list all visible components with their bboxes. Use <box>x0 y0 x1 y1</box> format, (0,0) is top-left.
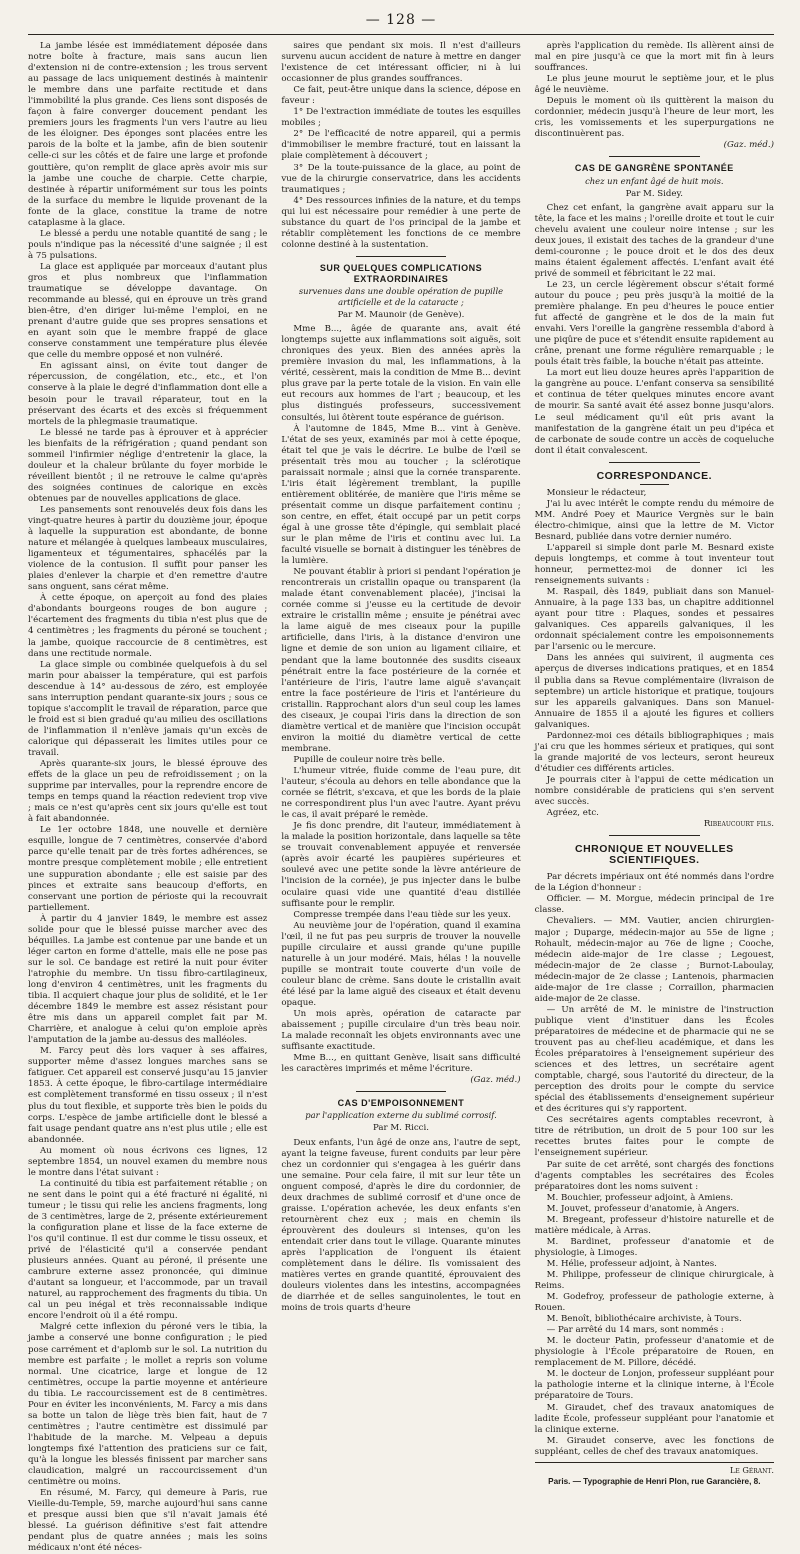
paragraph: Deux enfants, l'un âgé de onze ans, l'autre de sept, ayant la teigne faveuse, furent conduits par leur père chez un cordonnier qui s'engagea à les guérir dans une semaine. Pour cela faire, il mit sur leur tête un onguent composé, d'après le dire du cordonnier, de deux drachmes de sublimé corrosif et d'une once de graisse. L'opération achevée, les deux enfants s'en retournèrent chez eux ; mais en chemin ils éprouvèrent des douleurs si intenses, qu'on les entendait crier dans tout le village. Quarante minutes après l'application de l'onguent ils étaient complètement dans le délire. Ils vomissaient des matières vertes en grande quantité, éprouvaient des douleurs violentes dans les intestins, accompagnées de diarrhée et de selles sanguinolentes, le tout en moins de trois quarts d'heure <box>281 1137 521 1314</box>
paragraph: En agissant ainsi, on évite tout danger de répercussion, de congélation, etc., etc., et l'on conserve à la plaie le degré d'inflammation dont elle a besoin pour le travail réparateur, tout en la préservant des écarts et des excès si fréquemment mortels de la phlegmasie traumatique. <box>28 361 268 427</box>
paragraph: M. Bardinet, professeur d'anatomie et de physiologie, à Limoges. <box>534 1236 774 1258</box>
paragraph: M. Giraudet, chef des travaux anatomiques de ladite École, professeur suppléant pour l'anatomie et la clinique externe. <box>534 1402 774 1435</box>
article-author: Par M. Maunoir (de Genève). <box>337 310 465 321</box>
paragraph: 2° De l'efficacité de notre appareil, qui a permis d'immobiliser le membre fracturé, tout en laissant la plaie complètement à découvert ; <box>281 129 521 162</box>
paragraph: Le blessé ne tarde pas à éprouver et à apprécier les bienfaits de la réfrigération ; quand pendant son sommeil l'infirmier néglige d'entretenir la glace, la douleur et la chaleur brûlante du foyer morbide le réveillent bientôt ; il ne retrouve le calme qu'après des soignées continues de calorique en excès obtenues par de nouvelles applications de glace. <box>28 427 268 504</box>
case-body <box>281 1138 520 1315</box>
correspondence-title: CORRESPONDANCE. <box>596 469 713 482</box>
paragraph: La mort eut lieu douze heures après l'apparition de la gangrène au pouce. L'enfant conserva sa sensibilité et continua de téter quelques minutes encore avant de mourir. Sa santé avait été assez bonne jusqu'alors. Le seul médicament qu'il eût pris avant la manifestation de la gangrène était un peu d'ipéca et de carbonate de soude contre un accès de coqueluche dont il était convalescent. <box>534 368 774 456</box>
chronicle-body <box>535 872 774 1457</box>
column-1 <box>28 41 268 1554</box>
paragraph: Mme B..., en quittant Genève, lisait sans difficulté les caractères imprimés et même l'écriture. <box>281 1053 521 1075</box>
paragraph: Par décrets impériaux ont été nommés dans l'ordre de la Légion d'honneur : <box>534 872 774 894</box>
paragraph: Au moment où nous écrivons ces lignes, 12 septembre 1854, un nouvel examen du membre nous le montre dans l'état suivant : <box>28 1145 268 1178</box>
paragraph: 4° Des ressources infinies de la nature, et du temps qui lui est nécessaire pour remédier à une perte de substance du quart de l'os principal de la jambe et rétablir complètement les fonctions de ce membre colonne destiné à la sustentation. <box>281 195 521 250</box>
case-title: CAS D'EMPOISONNEMENT <box>337 1098 465 1109</box>
paragraph: M. le docteur de Lonjon, professeur suppléant pour la pathologie interne et la clinique interne, à l'École préparatoire de Tours. <box>534 1369 774 1402</box>
paragraph: Compresse trempée dans l'eau tiède sur les yeux. <box>293 909 511 920</box>
paragraph: Officier. — M. Morgue, médecin principal de 1re classe. <box>534 894 774 916</box>
paragraph: M. Godefroy, professeur de pathologie externe, à Rouen. <box>534 1292 774 1314</box>
paragraph: 1° De l'extraction immédiate de toutes les esquilles mobiles ; <box>281 107 521 129</box>
paragraph: M. Bouchier, professeur adjoint, à Amiens. <box>546 1192 734 1203</box>
paragraph: Au neuvième jour de l'opération, quand il examina l'œil, il ne fut pas peu surpris de trouver la nouvelle pupille circulaire et aussi grande qu'une pupille naturelle à un jour modéré. Mais, hélas ! la nouvelle pupille se montrait toute couverte d'un voile de couleur blanc de crème. Sans doute le cristallin avait été lésé par la lame aiguë des ciseaux et était devenu opaque. <box>281 920 521 1008</box>
gangrene-title: CAS DE GANGRÈNE SPONTANÉE <box>574 163 734 174</box>
paragraph: L'humeur vitrée, fluide comme de l'eau pure, dit l'auteur, s'écoula au dehors en telle abondance que la cornée se flétrit, s'excava, et que les bords de la plaie ne correspondirent plus l'un avec l'autre. Ayant prévu le cas, il avait préparé le remède. <box>281 766 521 821</box>
paragraph: M. Benoît, bibliothécaire archiviste, à Tours. <box>546 1314 742 1325</box>
paragraph: Le plus jeune mourut le septième jour, et le plus âgé le neuvième. <box>534 74 774 96</box>
separator-rule <box>609 835 700 836</box>
paragraph: À cette époque, on aperçoit au fond des plaies d'abondants bourgeons rouges de bon augure ; l'écartement des fragments du tibia n'est plus que de 4 centimètres ; les fragments du péroné se touchent ; la jambe, quoique raccourcie de 8 centimètres, est dans une rectitude normale. <box>28 593 268 659</box>
paragraph: La continuité du tibia est parfaitement rétablie ; on ne sent dans le point qui a été fracturé ni égalité, ni tumeur ; le tissu qui relie les anciens fragments, long de 3 centimètres, large de 2, présente extérieurement la configuration plane et lisse de la face externe de l'os qu'il continue. Il est dur comme le tissu osseux, et privé de l'élasticité qu'il a conservée pendant plusieurs années. Quant au péroné, il présente une cambrure externe assez prononcée, qui diminue d'autant sa longueur, et l'accommode, par un travail naturel, au rapprochement des fragments du tibia. Un cal un peu inégal et très reconnaissable indique encore l'endroit où il a été rompu. <box>28 1178 268 1322</box>
article-source: (Gaz. méd.) <box>470 1075 521 1086</box>
paragraph: M. Philippe, professeur de clinique chirurgicale, à Reims. <box>534 1269 774 1292</box>
paragraph: Le blessé a perdu une notable quantité de sang ; le pouls n'indique pas la nécessité d'une saignée ; il est à 75 pulsations. <box>28 228 268 261</box>
paragraph: La glace est appliquée par morceaux d'autant plus gros et plus nombreux que l'inflammation traumatique se développe davantage. On recommande au blessé, qui en éprouve un très grand bien-être, d'en diriger lui-même l'emploi, en ne prenant d'autre guide que ses propres sensations et en ayant soin que le membre frappé de glace conserve constamment une température plus élevée que celle du membre opposé et non vulnéré. <box>28 261 268 361</box>
separator-rule <box>356 1091 447 1092</box>
paragraph: Après quarante-six jours, le blessé éprouve des effets de la glace un peu de refroidissement ; on la supprime par intervalles, pour la reprendre encore de temps en temps quand la réaction redevient trop vive ; mais ce n'est qu'après cent six jours qu'elle est tout à fait abandonnée. <box>28 759 268 825</box>
case-subtitle: par l'application externe du sublimé corrosif. <box>305 1110 497 1121</box>
fracture-article-end <box>281 41 520 251</box>
paragraph: En résumé, M. Farcy, qui demeure à Paris, rue Vieille-du-Temple, 59, marche aujourd'hui sans canne et presque aussi bien que s'il n'avait jamais été blessé. La guérison définitive s'est fait attendre pendant plus de quatre années ; mais les soins médicaux n'ont été néces- <box>28 1488 268 1554</box>
footer-printer: Paris. — Typographie de Henri Plon, rue Garancière, 8. <box>548 1476 761 1486</box>
gangrene-subtitle: chez un enfant âgé de huit mois. <box>585 175 724 186</box>
gangrene-body <box>535 203 774 457</box>
paragraph: J'ai lu avec intérêt le compte rendu du mémoire de MM. André Poey et Maurice Vergnès sur le bain électro-chimique, ainsi que la lettre de M. Victor Besnard, publiée dans votre dernier numéro. <box>534 498 774 542</box>
paragraph: après l'application du remède. Ils allèrent ainsi de mal en pire jusqu'à ce que la mort mit fin à leurs souffrances. <box>534 41 774 74</box>
paragraph: M. Bregeant, professeur d'histoire naturelle et de matière médicale, à Arras. <box>534 1214 774 1236</box>
paragraph: Depuis le moment où ils quittèrent la maison du cordonnier, médecin jusqu'à l'heure de leur mort, les cris, les vomissements et les superpurgations ne discontinuèrent pas. <box>534 96 774 140</box>
page-number: — 128 — <box>365 12 437 28</box>
paragraph: Pupille de couleur noire très belle. <box>293 754 445 765</box>
page-footer <box>535 1462 774 1487</box>
paragraph: À partir du 4 janvier 1849, le membre est assez solide pour que le blessé puisse marcher avec des béquilles. La jambe est contenue par une bande et un léger carton en forme d'attelle, mais elle ne pose pas sur le sol. Ce bandage est retiré la nuit pour éviter l'atrophie du membre. Un tissu fibro-cartilagineux, long d'environ 4 centimètres, unit les fragments du tibia. Il acquiert chaque jour plus de solidité, et le 1er décembre 1849 le membre est assez résistant pour être mis dans un appareil complet fait par M. Charrière, et analogue à celui qu'on emploie après l'amputation de la jambe au-dessus des malléoles. <box>28 913 268 1046</box>
article-title: SUR QUELQUES COMPLICATIONS EXTRAORDINAIRES <box>319 262 483 284</box>
paragraph: Le 1er octobre 1848, une nouvelle et dernière esquille, longue de 7 centimètres, conservée d'abord parce qu'elle tenait par de très fortes adhérences, se montre presque complètement mobile ; elle entretient une suppuration abondante ; elle est saisie par des pinces et extraite sans beaucoup d'efforts, en conservant une portion de périoste qui la recouvrait partiellement. <box>28 825 268 913</box>
paragraph: Je fis donc prendre, dit l'auteur, immédiatement à la malade la position horizontale, dans laquelle sa tête se trouvait convenablement appuyée et renversée (après avoir écarté les paupières supérieures et soulevé avec une petite sonde la lèvre antérieure de l'incision de la cornée), je pus injecter dans le bulbe oculaire quasi vide une quantité d'eau distillée suffisante pour le remplir. <box>281 821 521 909</box>
separator-rule <box>609 462 700 463</box>
separator-rule <box>356 256 447 257</box>
paragraph: Pardonnez-moi ces détails bibliographiques ; mais j'ai cru que les hommes sérieux et pratiques, qui sont la grande majorité de vos lecteurs, seront heureux d'étudier ces différents articles. <box>534 730 774 774</box>
paragraph: Les pansements sont renouvelés deux fois dans les vingt-quatre heures à partir du douzième jour, époque à laquelle la suppuration est abondante, de bonne nature et mélangée à quelques lambeaux musculaires, ligamenteux et tégumentaires, sphacélés par la violence de la contusion. Il suffit pour panser les plaies d'enlever la charpie et d'en remettre d'autre sans onguent, sans cérat même. <box>28 504 268 593</box>
separator-rule <box>640 484 669 485</box>
article-subtitle: survenues dans une double opération de pupille artificielle et de la cataracte ; <box>298 285 504 308</box>
paragraph: Malgré cette inflexion du péroné vers le tibia, la jambe a conservé une bonne configuration ; le pied pose carrément et d'aplomb sur le sol. La nutrition du membre est parfaite ; le mollet a repris son volume normal. Une cicatrice, large et longue de 12 centimètres, occupe la partie moyenne et antérieure du tibia. Le raccourcissement est de 8 centimètres. Pour en éviter les inconvénients, M. Farcy a mis dans sa botte un talon de liège très bien fait, haut de 7 centimètres ; l'autre centimètre est dissimulé par l'habitude de la marche. M. Velpeau a depuis longtemps fixé l'attention des praticiens sur ce fait, qu'à la longue les blessés finissent par marcher sans claudication, malgré un raccourcissement d'un centimètre ou moins. <box>28 1322 268 1488</box>
columns <box>28 41 774 1554</box>
paragraph: M. Raspail, dès 1849, publiait dans son Manuel-Annuaire, à la page 133 bas, un chapitre additionnel ayant pour titre : Plaques, sondes et pessaires galvaniques. Ces appareils galvaniques, il les ordonnait spécialement contre les empoisonnements par l'arsenic ou le mercure. <box>534 587 774 653</box>
paragraph: — Par arrêté du 14 mars, sont nommés : <box>546 1325 724 1336</box>
correspondence-signature: Ribeaucourt fils. <box>703 819 774 830</box>
chronicle-title: CHRONIQUE ET NOUVELLES SCIENTIFIQUES. <box>575 843 734 867</box>
paragraph: Monsieur le rédacteur, <box>546 487 647 498</box>
separator-rule <box>609 156 700 157</box>
paragraph: L'appareil si simple dont parle M. Besnard existe depuis longtemps, et comme à tout inventeur tout honneur, permettez-moi de donner ici les renseignements suivants : <box>534 542 774 587</box>
case-source-line <box>535 140 774 151</box>
paragraph: Chevaliers. — MM. Vautier, ancien chirurgien-major ; Duparge, médecin-major au 55e de ligne ; Rohault, médecin-major au 76e de ligne ; Cooche, médecin aide-major de 1re classe ; Legouest, médecin-major de 2e classe ; Burnot-Laboulay, médecin-major de 2e classe ; Lantenois, pharmacien aide-major de 1re classe ; Corraillon, pharmacien aide-major de 2e classe. <box>534 916 774 1004</box>
paragraph: M. Jouvet, professeur d'anatomie, à Angers. <box>546 1203 740 1214</box>
paragraph: Par suite de cet arrêté, sont chargés des fonctions d'agents comptables les secrétaires des Écoles préparatoires dont les noms suivent : <box>534 1159 774 1192</box>
paragraph: La jambe lésée est immédiatement déposée dans notre boîte à fracture, mais sans aucun lien d'extension ni de contre-extension ; les trous servent au passage de lacs uniquement destinés à maintenir le membre dans une parfaite rectitude et dans l'immobilité la plus grande. Ces liens sont disposés de façon à faire converger doucement pendant les premiers jours les fragments l'un vers l'autre au lieu de les éloigner. Des éponges sont placées entre les parois de la boîte et la jambe, afin de bien soutenir celle-ci sur les côtés et de faire une large et profonde gouttière, qu'on remplit de glace après avoir mis sur la jambe une couche de charpie. Cette charpie, destinée à répartir uniformément sur tous les points de la surface du membre le liquide provenant de la fonte de la glace, constitue la trame de notre cataplasme à la glace. <box>28 41 268 228</box>
page-header <box>28 8 774 35</box>
paragraph: Mme B..., âgée de quarante ans, avait été longtemps sujette aux inflammations soit aiguës, soit chroniques des yeux. Bien des années après la première invasion du mal, les inflammations, à la vérité, cessèrent, mais la condition de Mme B... devint plus grave par la perte totale de la vision. En vain elle eut recours aux hommes de l'art ; beaucoup, et les plus distingués professeurs, successivement consultés, lui ôtèrent toute espérance de guérison. <box>281 324 521 423</box>
paragraph: Je pourrais citer à l'appui de cette médication un nombre considérable de praticiens qui s'en servent avec succès. <box>534 774 774 808</box>
paragraph: Ne pouvant établir à priori si pendant l'opération je rencontrerais un cristallin opaque ou transparent (la malade étant convenablement placée), j'incisai la cornée comme si j'eusse eu la certitude de devoir extraire le cristallin même ; ensuite je pénétrai avec la lame aiguë de mes ciseaux pour la pupille artificielle, dans l'iris, à la distance d'environ une ligne et demie de son union au ligament ciliaire, et pendant que la lame boutonnée des susdits ciseaux pénétrait entre la face postérieure de la cornée et l'antérieure de l'iris, l'autre lame aiguë s'avançait entre la face postérieure de l'iris et l'antérieure du cristallin. Rapprochant alors d'un seul coup les lames des ciseaux, je coupai l'iris dans la direction de son diamètre vertical et de manière que l'incision occupât environ la moitié du diamètre vertical de cette membrane. <box>281 567 521 754</box>
paragraph: M. Hélie, professeur adjoint, à Nantes. <box>546 1258 717 1269</box>
column-3 <box>534 41 774 1486</box>
paragraph: À l'automne de 1845, Mme B... vint à Genève. L'état de ses yeux, examinés par moi à cette époque, était tel que je vais le décrire. Le bulbe de l'œil se présentait très mou au toucher ; la sclérotique paraissait normale ; ainsi que la cornée transparente. L'iris était légèrement tremblant, la pupille entièrement oblitérée, de manière que l'iris même se présentait comme un disque parfaitement continu ; son centre, en effet, était occupé par un petit corps égal à une grosse tête d'épingle, qui semblait placé sur le plan même de l'iris et continu avec lui. La faculté visuelle se bornait à distinguer les ténèbres de la lumière. <box>281 423 521 567</box>
paragraph: 3° De la toute-puissance de la glace, au point de vue de la chirurgie conservatrice, dans les accidents traumatiques ; <box>281 162 521 195</box>
article-body <box>281 324 520 1075</box>
case-source: (Gaz. méd.) <box>723 140 774 151</box>
case-author: Par M. Ricci. <box>373 1123 429 1134</box>
paragraph: Dans les années qui suivirent, il augmenta ces aperçus de diverses indications pratiques, et en 1854 il publia dans sa Revue complémentaire (livraison de septembre) un article historique et pratique, toujours sur les appareils galvaniques. Dans son Manuel-Annuaire de 1855 il a ajouté les figures et colliers galvaniques. <box>534 653 774 730</box>
paragraph: Ce fait, peut-être unique dans la science, dépose en faveur : <box>281 85 521 107</box>
case-body-continued <box>535 41 774 140</box>
paragraph: Ces secrétaires agents comptables recevront, à titre de rétribution, un droit de 5 pour 100 sur les recettes brutes faites pour le compte de l'enseignement supérieur. <box>534 1115 774 1159</box>
paragraph: — Un arrêté de M. le ministre de l'instruction publique vient d'instituer dans les Écoles préparatoires de médecine et de pharmacie qui ne se trouvent pas au chef-lieu académique, et dans les Écoles préparatoires à l'enseignement supérieur des sciences et des lettres, un secrétaire agent comptable, chargé, sous l'autorité du directeur, de la perception des droits pour le compte du service spécial des établissements d'enseignement supérieur et des écritures qui s'y rapportent. <box>534 1004 774 1115</box>
paragraph: La glace simple ou combinée quelquefois à du sel marin pour abaisser la température, qui est parfois descendue à 14° au-dessous de zéro, est employée sans interruption pendant quarante-six jours ; sous ce topique s'accomplit le travail de réparation, parce que le froid est si bien gradué qu'au milieu des oscillations de l'inflammation il n'enlève jamais qu'un excès de calorique qui dépasserait les limites utiles pour ce travail. <box>28 659 268 758</box>
article-source-line <box>281 1075 520 1086</box>
gangrene-author: Par M. Sidey. <box>625 188 683 199</box>
separator-rule <box>640 868 669 869</box>
paragraph: Le 23, un cercle légèrement obscur s'était formé autour du pouce ; peu près jusqu'à la moitié de la première phalange. En peu d'heures le pouce entier fut affecté de gangrène et le dos de la main fut envahi. Vers l'oreille la gangrène ressembla d'abord à une piqûre de puce et s'étendit ensuite rapidement au crâne, prenant une forme régulière remarquable ; le pouls était très faible, la bouche n'était pas atteinte. <box>534 279 774 368</box>
paragraph: Chez cet enfant, la gangrène avait apparu sur la tête, la face et les mains ; l'oreille droite et tout le cuir chevelu avaient une couleur noire intense ; sur les deux joues, il existait des taches de la grandeur d'une demi-couronne ; le pouce droit et le dos des deux mains étaient également affectés. L'enfant avait été privé de sommeil et fébricitant le 22 mai. <box>534 202 774 279</box>
paragraph: M. Giraudet conserve, avec les fonctions de suppléant, celles de chef des travaux anatomiques. <box>534 1435 774 1457</box>
paragraph: saires que pendant six mois. Il n'est d'ailleurs survenu aucun accident de nature à mettre en danger l'existence de cet intéressant officier, ni à lui occasionner de plus grandes souffrances. <box>281 41 521 85</box>
column-2 <box>281 41 521 1314</box>
paragraph: Agréez, etc. <box>546 808 599 819</box>
footer-gerant: Le Gérant. <box>729 1464 774 1475</box>
paragraph: M. le docteur Patin, professeur d'anatomie et de physiologie à l'École préparatoire de Rouen, en remplacement de M. Pillore, décédé. <box>534 1336 774 1369</box>
correspondence-body <box>535 488 774 819</box>
paragraph: Un mois après, opération de cataracte par abaissement ; pupille circulaire d'un très beau noir. La malade reconnaît les objets environnants avec une suffisante exactitude. <box>281 1009 521 1053</box>
paragraph: M. Farcy peut dès lors vaquer à ses affaires, supporter même d'assez longues marches sans se fatiguer. Cet appareil est conservé jusqu'au 15 janvier 1853. À cette époque, le fibro-cartilage intermédiaire est complètement transformé en tissu osseux ; il n'est plus du tout flexible, et supporte très bien le poids du corps. L'espèce de jambe artificielle dont le blessé a fait usage pendant quatre ans n'est plus utile ; elle est abandonnée. <box>28 1046 268 1145</box>
